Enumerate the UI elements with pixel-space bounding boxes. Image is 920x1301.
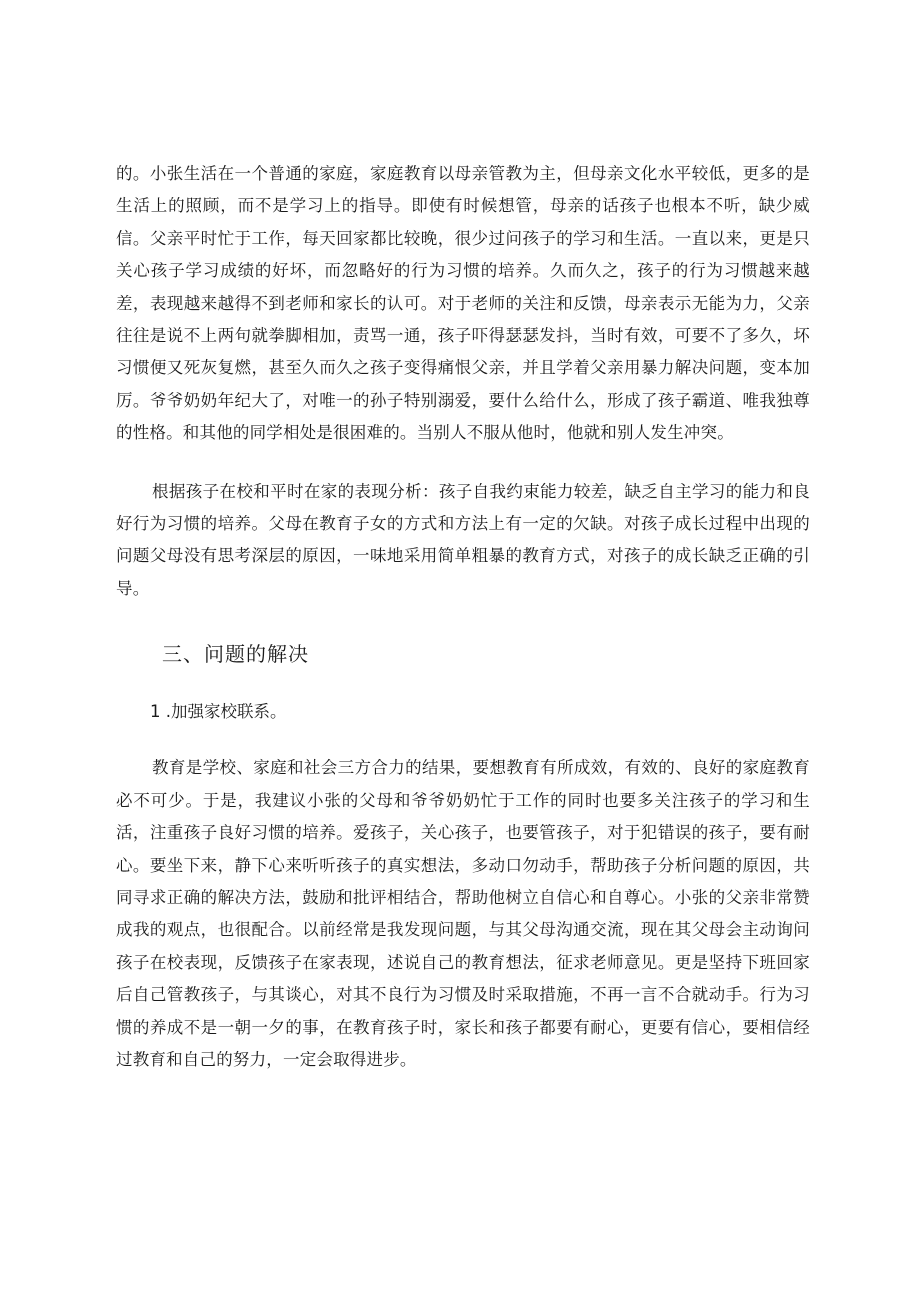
document-body (116, 158, 810, 1076)
paragraph-home-school-contact: 教育是学校、家庭和社会三方合力的结果，要想教育有所成效，有效的、良好的家庭教育必不可少。于是，我建议小张的父母和爷爷奶奶忙于工作的同时也要多关注孩子的学习和生活，注重孩子良好习惯的培养。爱孩子，关心孩子，也要管孩子，对于犯错误的孩子，要有耐心。要坐下来，静下心来听听孩子的真实想法，多动口勿动手，帮助孩子分析问题的原因，共同寻求正确的解决方法，鼓励和批评相结合，帮助他树立自信心和自尊心。小张的父亲非常赞成我的观点，也很配合。以前经常是我发现问题，与其父母沟通交流，现在其父母会主动询问孩子在校表现，反馈孩子在家表现，述说自己的教育想法，征求老师意见。更是坚持下班回家后自己管教孩子，与其谈心，对其不良行为习惯及时采取措施，不再一言不合就动手。行为习惯的养成不是一朝一夕的事，在教育孩子时，家长和孩子都要有耐心，更要有信心，要相信经过教育和自己的努力，一定会取得进步。 (116, 758, 810, 1069)
section-heading: 三、问题的解决 (162, 642, 309, 667)
paragraph-family-background: 的。小张生活在一个普通的家庭，家庭教育以母亲管教为主，但母亲文化水平较低，更多的是生活上的照顾，而不是学习上的指导。即使有时候想管，母亲的话孩子也根本不听，缺少威信。父亲平时忙于工作，每天回家都比较晚，很少过问孩子的学习和生活。一直以来，更是只关心孩子学习成绩的好坏，而忽略好的行为习惯的培养。久而久之，孩子的行为习惯越来越差，表现越来越得不到老师和家长的认可。对于老师的关注和反馈，母亲表示无能为力，父亲往往是说不上两句就拳脚相加，责骂一通，孩子吓得瑟瑟发抖，当时有效，可要不了多久，坏习惯便又死灰复燃，甚至久而久之孩子变得痛恨父亲，并且学着父亲用暴力解决问题，变本加厉。爷爷奶奶年纪大了，对唯一的孙子特别溺爱，要什么给什么，形成了孩子霸道、唯我独尊的性格。和其他的同学相处是很困难的。当别人不服从他时，他就和别人发生冲突。 (116, 164, 810, 443)
paragraph-analysis: 根据孩子在校和平时在家的表现分析：孩子自我约束能力较差，缺乏自主学习的能力和良好行为习惯的培养。父母在教育子女的方式和方法上有一定的欠缺。对孩子成长过程中出现的问题父母没有思考深层的原因，一味地采用简单粗暴的教育方式，对孩子的成长缺乏正确的引导。 (116, 481, 810, 598)
subsection-heading: 1 .加强家校联系。 (150, 702, 287, 722)
